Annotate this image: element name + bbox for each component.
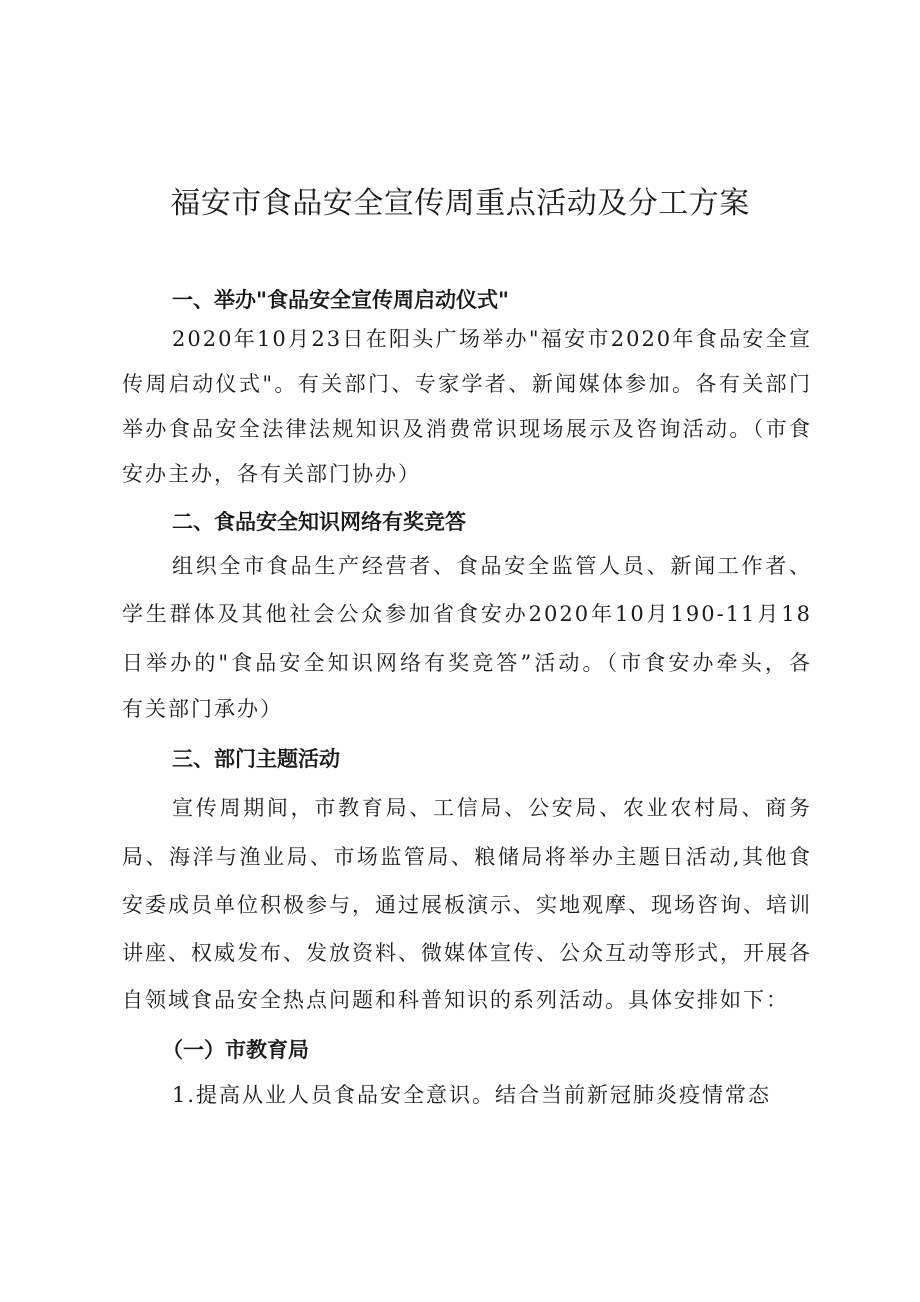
paragraph-line: 讲座、权威发布、发放资料、微媒体宣传、公众互动等形式，开展各 <box>122 941 812 965</box>
paragraph-line: 宣传周期间，市教育局、工信局、公安局、农业农村局、商务 <box>172 796 812 820</box>
section-heading-3: 三、部门主题活动 <box>172 747 340 771</box>
subsection-heading-1: （一）市教育局 <box>162 1038 309 1062</box>
section-heading-1: 一、举办"食品安全宣传周启动仪式" <box>172 288 509 312</box>
paragraph-line: 安办主办，各有关部门协办） <box>122 462 421 486</box>
paragraph-line: 安委成员单位积极参与，通过展板演示、实地观摩、现场咨询、培训 <box>122 893 812 917</box>
paragraph-line: 日举办的"食品安全知识网络有奖竞答”活动。（市食安办牵头，各 <box>122 651 812 675</box>
paragraph-line: 自领域食品安全热点问题和科普知识的系列活动。具体安排如下： <box>122 988 789 1012</box>
paragraph-line: 举办食品安全法律法规知识及消费常识现场展示及咨询活动。（市食 <box>122 417 812 441</box>
paragraph-line: 有关部门承办） <box>122 697 283 721</box>
paragraph-line: 1.提高从业人员食品安全意识。结合当前新冠肺炎疫情常态 <box>172 1083 772 1107</box>
paragraph-line: 组织全市食品生产经营者、食品安全监管人员、新闻工作者、 <box>172 554 812 578</box>
document-title: 福安市食品安全宣传周重点活动及分工方案 <box>170 186 750 221</box>
paragraph-line: 局、海洋与渔业局、市场监管局、粮储局将举办主题日活动,其他食 <box>122 845 812 869</box>
section-heading-2: 二、食品安全知识网络有奖竞答 <box>172 510 466 534</box>
paragraph-line: 传周启动仪式"。有关部门、专家学者、新闻媒体参加。各有关部门 <box>122 372 812 396</box>
paragraph-line: 学生群体及其他社会公众参加省食安办2020年10月190-11月18 <box>122 602 812 626</box>
paragraph-line: 2020年10月23日在阳头广场举办"福安市2020年食品安全宣 <box>172 327 812 351</box>
